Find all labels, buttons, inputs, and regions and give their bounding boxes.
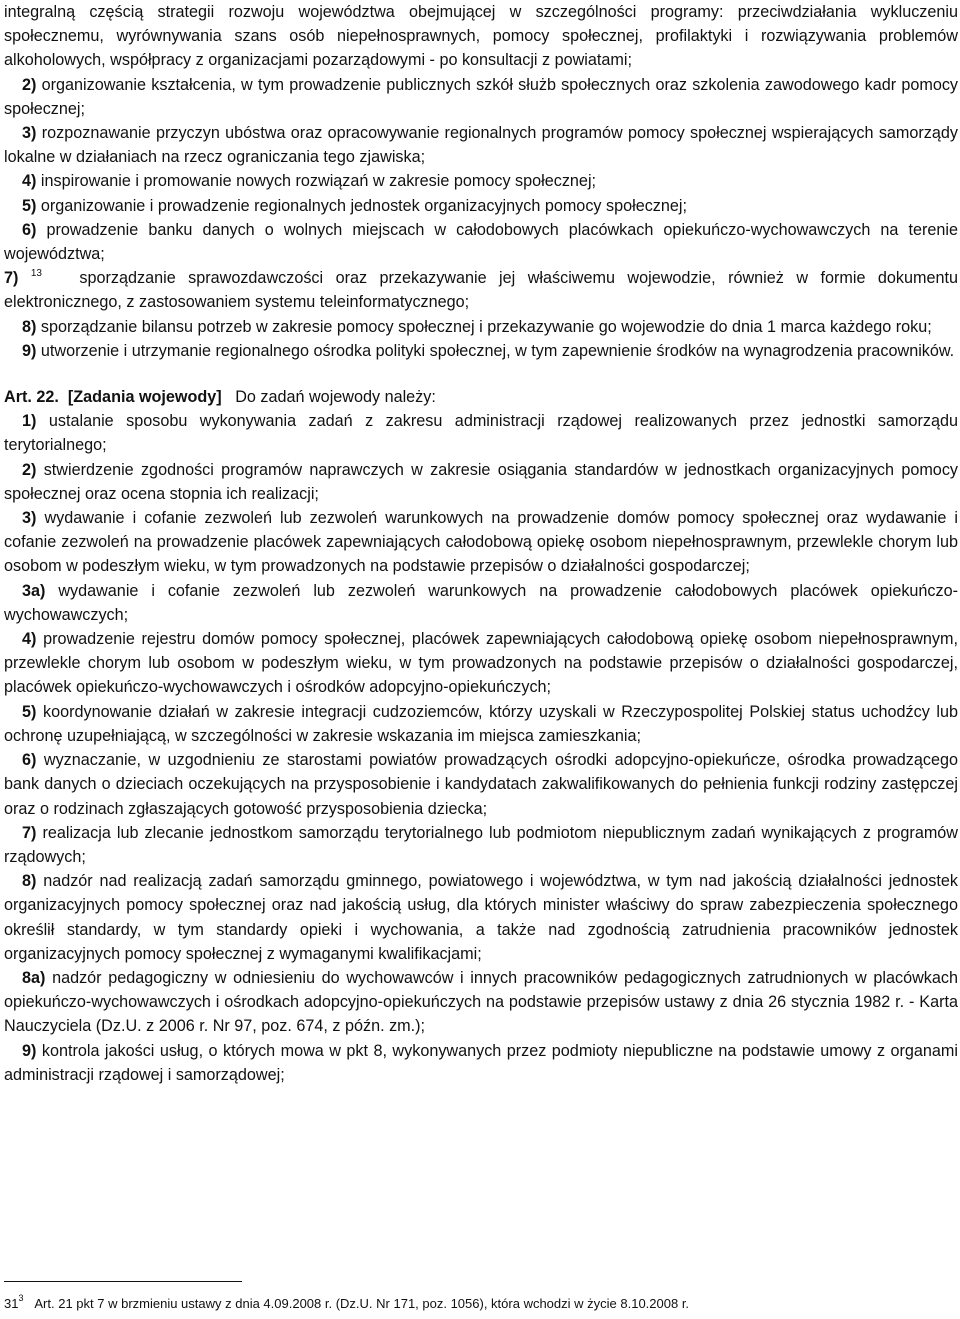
- article-title: [Zadania wojewody]: [67, 388, 222, 407]
- list-item: [4, 869, 958, 966]
- item-number: 7): [22, 823, 37, 842]
- list-item: [4, 266, 958, 314]
- list-item: [4, 458, 958, 506]
- item-number: 6): [22, 751, 37, 770]
- item-text: kontrola jakości usług, o których mowa w pkt 8, wykonywanych przez podmioty niepubliczne na podstawie umowy z organami administracji rządowej i samorządowej;: [4, 1041, 959, 1084]
- document-page: [4, 0, 958, 1087]
- item-text: ustalanie sposobu wykonywania zadań z zakresu administracji rządowej realizowanych przez jednostki samorządu terytorialnego;: [4, 412, 958, 455]
- item-number: 8a): [22, 968, 46, 987]
- item-text: prowadzenie banku danych o wolnych miejscach w całodobowych placówkach opiekuńczo-wychowawczych na terenie województwa;: [4, 220, 958, 264]
- article-intro: Do zadań wojewody należy:: [235, 388, 436, 407]
- item-text: nadzór pedagogiczny w odniesieniu do wychowawców i innych pracowników pedagogicznych zatrudnionych w placówkach opiekuńczo-wychowawczych i ośrodkach adopcyjno-opiekuńczych na podstawie przepisów ustawy z dnia 26 stycznia 1982 r. - Karta Nauczyciela (Dz.U. z 2006 r. Nr 97, poz. 674, z późn. zm.);: [4, 968, 958, 1036]
- item-number: 6): [22, 220, 37, 239]
- item-text: rozpoznawanie przyczyn ubóstwa oraz opracowywanie regionalnych programów pomocy społecznej wspierających samorządy lokalne w działaniach na rzecz ograniczania tego zjawiska;: [4, 124, 958, 167]
- continuation-paragraph: integralną częścią strategii rozwoju województwa obejmującej w szczególności programy: przeciwdziałania wykluczeniu społecznemu, wyrównywania szans osób niepełnosprawnych, pomocy społecznej, profilaktyki i rozwiązywania problemów alkoholowych, współpracy z organizacjami pozarządowymi - po konsultacji z powiatami;: [4, 3, 958, 70]
- list-item: [4, 579, 958, 627]
- item-text: sporządzanie sprawozdawczości oraz przekazywanie jej właściwemu wojewodzie, również w formie dokumentu elektronicznego, z zastosowaniem systemu teleinformatycznego;: [4, 269, 958, 312]
- list-item: [4, 1039, 958, 1087]
- item-number: 2): [22, 460, 37, 479]
- list-item: [4, 748, 958, 821]
- item-text: koordynowanie działań w zakresie integracji cudzoziemców, którzy uzyskali w Rzeczypospolitej Polskiej status uchodźcy lub ochronę uzupełniającą, w szczególności w zakresie wskazania im miejsca zamieszkania;: [4, 702, 958, 745]
- item-number: 3): [22, 509, 37, 528]
- item-text: utworzenie i utrzymanie regionalnego ośrodka polityki społecznej, w tym zapewnienie środków na wynagrodzenia pracowników.: [40, 341, 955, 360]
- list-item: [4, 73, 958, 121]
- item-text: nadzór nad realizacją zadań samorządu gminnego, powiatowego i województwa, w tym nad jakością działalności jednostek organizacyjnych pomocy społecznej oraz nad jakością usług, dla których minister właściwy do spraw zabezpieczenia społecznego określił standardy, w tym standardy opieki i wychowania, a także nad zgodnością zatrudnienia pracowników jednostek organizacyjnych pomocy społecznej z wymaganymi kwalifikacjami;: [4, 872, 958, 963]
- list-item: [4, 194, 958, 218]
- footnote-marker: $31^3$: [4, 1293, 24, 1311]
- item-text: organizowanie i prowadzenie regionalnych jednostek organizacyjnych pomocy społecznej;: [40, 196, 687, 215]
- item-number: 3): [22, 124, 37, 143]
- list-item: [4, 218, 958, 266]
- footnote-separator: [4, 1281, 242, 1282]
- list-item: [4, 627, 958, 700]
- list-item: [4, 700, 958, 748]
- article-heading: [4, 385, 958, 409]
- item-text: wydawanie i cofanie zezwoleń lub zezwoleń warunkowych na prowadzenie całodobowych placówek opiekuńczo-wychowawczych;: [4, 581, 959, 624]
- item-text: sporządzanie bilansu potrzeb w zakresie pomocy społecznej i przekazywanie go wojewodzie do dnia 1 marca każdego roku;: [40, 317, 932, 336]
- item-number: 9): [22, 1041, 37, 1060]
- item-text: wyznaczanie, w uzgodnieniu ze starostami powiatów prowadzących ośrodki adopcyjno-opiekuńcze, ośrodka prowadzącego bank danych o dzieciach oczekujących na przysposobienie i kandydatach zakwalifikowanych do pełnienia funkcji rodziny zastępczej oraz o rodzinach zgłaszających gotowość przysposobienia dziecka;: [4, 751, 958, 818]
- item-number: 4): [22, 172, 37, 191]
- list-item: [4, 121, 958, 169]
- item-text: stwierdzenie zgodności programów naprawczych w zakresie osiągania standardów w jednostkach organizacyjnych pomocy społecznej oraz ocena stopnia ich realizacji;: [4, 460, 959, 503]
- item-number: 7): [4, 269, 19, 288]
- item-number: 5): [22, 196, 37, 215]
- item-number: 4): [22, 630, 37, 649]
- item-text: organizowanie kształcenia, w tym prowadzenie publicznych szkół służb społecznych oraz szkolenia zawodowego kadr pomocy społecznej;: [4, 75, 959, 118]
- item-number: 5): [22, 702, 37, 721]
- item-number: 8): [22, 872, 37, 891]
- list-item: [4, 339, 958, 363]
- item-text: wydawanie i cofanie zezwoleń lub zezwoleń warunkowych na prowadzenie domów pomocy społecznej oraz wydawanie i cofanie zezwoleń na prowadzenie placówek zapewniających całodobową opiekę osobom niepełnosprawnym, przewlekle chorym lub osobom w podeszłym wieku, w tym prowadzonych na podstawie przepisów o działalności gospodarczej;: [4, 509, 959, 576]
- list-item: [4, 966, 958, 1039]
- footnote-text: Art. 21 pkt 7 w brzmieniu ustawy z dnia 4.09.2008 r. (Dz.U. Nr 171, poz. 1056), która wchodzi w życie 8.10.2008 r.: [34, 1296, 690, 1311]
- item-number: 9): [22, 341, 37, 360]
- item-text: prowadzenie rejestru domów pomocy społecznej, placówek zapewniających całodobową opiekę osobom niepełnosprawnym, przewlekle chorym lub osobom w podeszłym wieku, w tym prowadzonych na podstawie przepisów o działalności gospodarczej, placówek opiekuńczo-wychowawczych i ośrodków adopcyjno-opiekuńczych;: [4, 630, 959, 697]
- list-item: [4, 315, 958, 339]
- article-number: Art. 22.: [4, 388, 59, 407]
- list-item: [4, 506, 958, 579]
- item-text: inspirowanie i promowanie nowych rozwiązań w zakresie pomocy społecznej;: [40, 172, 597, 191]
- item-number: 2): [22, 75, 37, 94]
- item-number: 1): [22, 412, 37, 431]
- footnote-reference[interactable]: 13: [30, 268, 42, 280]
- paragraph-spacer: [4, 363, 958, 385]
- list-item: [4, 409, 958, 457]
- item-number: 3a): [22, 581, 46, 600]
- list-item: [4, 169, 958, 193]
- list-item: [4, 821, 958, 869]
- item-number: 8): [22, 317, 37, 336]
- footnote: [4, 1295, 954, 1313]
- item-text: realizacja lub zlecanie jednostkom samorządu terytorialnego lub podmiotom niepublicznym zadań wynikających z programów rządowych;: [4, 823, 958, 866]
